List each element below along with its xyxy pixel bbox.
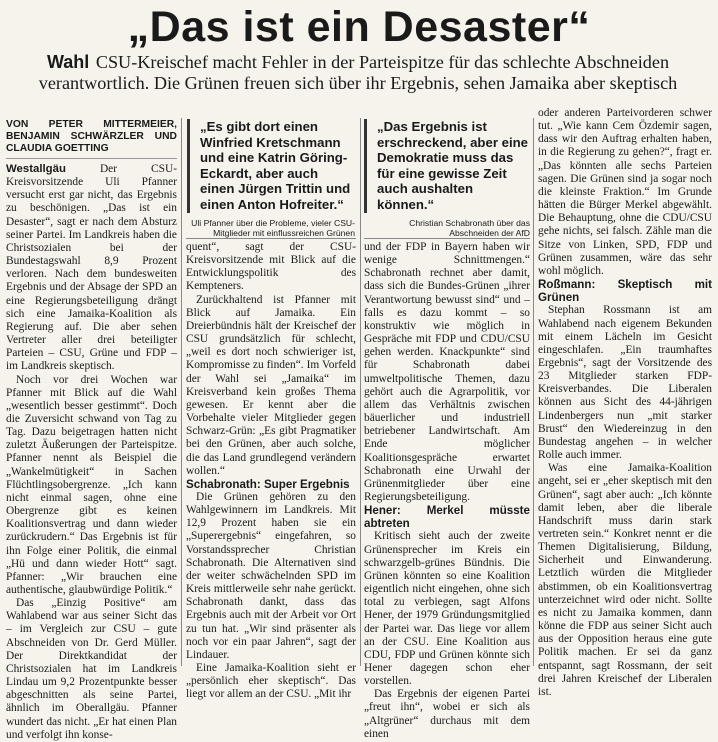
section-subhead: Hener: Merkel müsste abtreten bbox=[364, 504, 530, 531]
quote-rule bbox=[364, 238, 530, 239]
byline: VON PETER MITTERMEIER, BENJAMIN SCHWÄRZLER UND CLAUDIA GOETTING bbox=[6, 119, 177, 154]
column-rule bbox=[360, 118, 361, 666]
section-subhead: Schabronath: Super Ergebnis bbox=[186, 477, 350, 491]
subheadline-text: CSU-Kreischef macht Fehler in der Parteispitze für das schlechte Abschneiden verantwortlich. Die Grünen freuen sich über ihr Ergebnis, sehen Jamaika aber skeptisch bbox=[38, 52, 678, 93]
subheadline bbox=[8, 52, 708, 94]
article-paragraph: Kritisch sieht auch der zweite Grünensprecher im Kreis ein schwarzgelb-grünes Bündnis. Die Grünen könnten so eine Koalition eigentlich nicht eingehen, ohne sich total zu verbiegen, sagt Alfons Hener, der 1979 Gründungsmitglied der Partei war. Das liege vor allem an der CSU. Eine Koalition aus CDU, FDP und Grünen könnte sich Hener dagegen schon eher vorstellen. bbox=[364, 530, 530, 688]
headline: „Das ist ein Desaster“ bbox=[127, 3, 591, 51]
pull-quote-1 bbox=[187, 119, 355, 238]
article-paragraph: quent“, sagt der CSU-Kreisvorsitzende mit Blick auf die Entwicklungspolitik des Kempteners. bbox=[186, 241, 356, 293]
pull-quote-source: Christian Schabronath über das Abschneiden der AfD bbox=[409, 217, 530, 238]
column-3 bbox=[364, 241, 530, 741]
article-paragraph: Eine Jamaika-Koalition sieht er „persönlich eher skeptisch“. Das liegt vor allem an der CSU. „Mit ihr bbox=[186, 662, 356, 701]
pull-quote-text: „Es gibt dort einen Winfried Kretschmann und eine Katrin Göring-Eckardt, aber auch einen Jürgen Trittin und einen Anton Hofreiter.“ bbox=[187, 119, 355, 213]
quote-rule bbox=[186, 238, 356, 239]
byline-rule bbox=[6, 158, 177, 159]
article-paragraph: und der FDP in Bayern haben wir wenige Schnittmengen.“ Schabronath rechnet aber damit, dass sich die Bundes-Grünen „ihrer Verantwortung bewusst sind“ und – falls es dazu kommt – so konstruktiv wie möglich in Gespräche mit FDP und CDU/CSU gehen werden. Knackpunkte“ sind für Schabronath dabei umweltpolitische Themen, dazu gehört auch die Agrarpolitik, vor allem das Verhältnis zwischen bäuerlicher und industriell betriebener Landwirtschaft. Am Ende möglicher Koalitionsgespräche erwartet Schabronath eine Urwahl der Grünenmitglieder über eine Regierungsbeteiligung. bbox=[364, 241, 530, 503]
column-4 bbox=[538, 107, 712, 699]
pull-quote-2 bbox=[364, 119, 530, 238]
pull-quote-source: Uli Pfanner über die Probleme, vieler CSU-Mitglieder mit einflussreichen Grünen bbox=[191, 217, 355, 238]
dateline: Westallgäu bbox=[6, 163, 66, 175]
article-paragraph: Noch vor drei Wochen war Pfanner mit Blick auf die Wahl „wesentlich besser gestimmt“. Doch die Zuversicht schwand von Tag zu Tag. Dazu beigetragen hatten nicht zuletzt Äußerungen der Parteispitze. Pfanner nennt als Beispiel die „Wankelmütigkeit“ in Sachen Flüchtlingsobergrenze. „Ich kann nicht einmal sagen, ohne eine Obergrenze gibt es keinen Koalitionsvertrag und dann wieder zurückrudern.“ Das Ergebnis ist für ihn Folge einer Politik, die einmal „Hü und dann wieder Hott“ sagt. Pfanner: „Wir brauchen eine authentische, glaubwürdige Politik.“ bbox=[6, 373, 177, 596]
article-paragraph: oder anderen Parteivorderen schwer tut. „Wie kann Cem Özdemir sagen, dass wir den Auftrag erhalten haben, in die Regierung zu gehen?“, fragt er. „Das könnten alle sechs Parteien sagen. Die Grünen sind ja sogar noch die kleinste Fraktion.“ Im Grunde hätten die Bürger Merkel abgewählt. Die Behauptung, ohne die CDU/CSU gehe nichts, sei falsch. Zähle man die Sitze von Linken, SPD, FDP und Grünen zusammen, wäre das sehr wohl möglich. bbox=[538, 107, 712, 277]
article-paragraph: Was eine Jamaika-Koalition angeht, sei er „eher skeptisch mit den Grünen“, sagt aber auch: „Ich könnte damit leben, aber die liberale Handschrift muss darin stark vertreten sein.“ Konkret nennt er die Themen Digitalisierung, Bildung, Sicherheit und Einwanderung. Letztlich würden die Mitglieder abstimmen, ob ein Koalitionsvertrag unterzeichnet wird oder nicht. Sollte es nicht zu Jamaika kommen, dann könne die FDP aus seiner Sicht auch aus der Opposition heraus eine gute Politik machen. Er sei da ganz entspannt, sagt Rossmann, der seit drei Jahren Kreischef der Liberalen ist. bbox=[538, 462, 712, 698]
article-paragraph: Das „Einzig Positive“ am Wahlabend war aus seiner Sicht das – im Vergleich zur CSU – gute Abschneiden von Dr. Gerd Müller. Der Direktkandidat der Christsozialen hat im Landkreis Lindau um 9,2 Prozentpunkte besser abgeschnitten als seine Partei, ähnlich im Oberallgäu. Pfanner wundert das nicht. „Er hat einen Plan und verfolgt ihn konse- bbox=[6, 597, 177, 741]
article-paragraph: Stephan Rossmann ist am Wahlabend nach eigenem Bekunden mit einem Lächeln im Gesicht eingeschlafen. „Ein traumhaftes Ergebnis“, sagt der Vorsitzende des 23 Mitglieder starken FDP-Kreisverbandes. Die Liberalen können aus Sicht des 44-jährigen Lindenbergers nun „mit starker Brust“ den Wiedereinzug in den Bundestag angehen – in welcher Rolle auch immer. bbox=[538, 304, 712, 462]
article-paragraph: Westallgäu Der CSU-Kreisvorsitzende Uli Pfanner versucht erst gar nicht, das Ergebnis zu beschönigen. „Das ist ein Desaster“, sagt er nach dem Absturz seiner Partei. Im Landkreis haben die Christsozialen bei der Bundestagswahl 8,9 Prozent verloren. Nach dem bundesweiten Ergebnis und der Absage der SPD an eine Regierungsbeteiligung drängt sich eine Jamaika-Koalition als Regierung auf. Die aber sehen Vertreter aller drei beteiligter Parteien – CSU, Grüne und FDP – im Landkreis skeptisch. bbox=[6, 163, 177, 373]
article-paragraph: Das Ergebnis der eigenen Partei „freut ihn“, wobei er sich als „Altgrüner“ durchaus mit dem einen bbox=[364, 688, 530, 740]
subheadline-kicker: Wahl bbox=[46, 52, 90, 72]
section-subhead: Roßmann: Skeptisch mit Grünen bbox=[538, 278, 712, 305]
pull-quote-text: „Das Ergebnis ist erschreckend, aber eine Demokratie muss das für eine gewisse Zeit auch aushalten können.“ bbox=[364, 119, 530, 213]
column-2 bbox=[186, 241, 356, 701]
article-paragraph: Die Grünen gehören zu den Wahlgewinnern im Landkreis. Mit 12,9 Prozent haben sie ein „Superergebnis“ eingefahren, so Vorstandssprecher Christian Schabronath. Die Alternativen sind der weiter schwächelnden SPD im Kreis mittlerweile sehr nahe gerückt. Schabronath dankt, dass das Ergebnis auch mit der Arbeit vor Ort zu tun hat. „Wir sind präsenter als noch vor ein paar Jahren“, sagt der Lindauer. bbox=[186, 490, 356, 661]
column-rule bbox=[181, 118, 182, 666]
column-1 bbox=[6, 119, 177, 742]
column-rule bbox=[533, 118, 534, 666]
article-paragraph: Zurückhaltend ist Pfanner mit Blick auf Jamaika. Ein Dreierbündnis hält der Kreischef der CSU grundsätzlich für schlecht, „weil es dort noch schwieriger ist, Kompromisse zu finden“. Im Vorfeld der Wahl sei „Jamaika“ im Kreisverband kein großes Thema gewesen. Er kennt aber die Vorbehalte vieler Mitglieder gegen Schwarz-Grün: „Es gibt Pragmatiker bei den Grünen, aber auch solche, die das Land grundlegend verändern wollen.“ bbox=[186, 293, 356, 477]
